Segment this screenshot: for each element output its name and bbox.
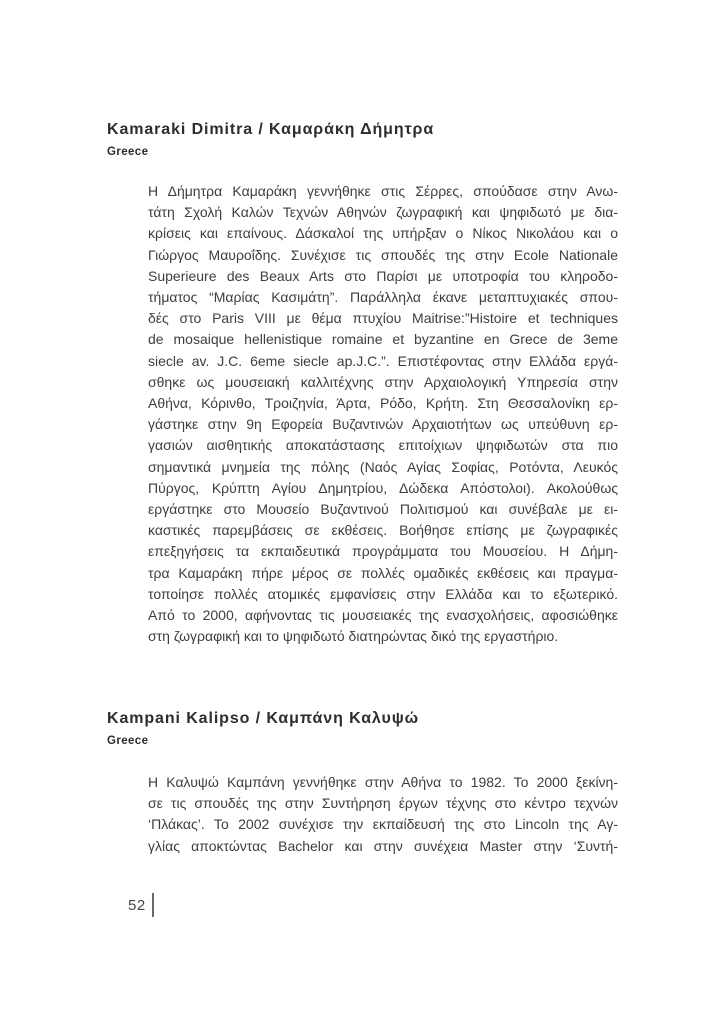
paragraph-line: επεξηγήσεις τα εκπαιδευτικά προγράμματα του Μουσείου. Η Δήμη- bbox=[148, 543, 618, 560]
paragraph-line: γασιών αισθητικής αποκατάστασης επιτοίχιων ψηφιδωτών στα πιο bbox=[148, 437, 618, 454]
paragraph-line: Superieure des Beaux Arts στο Παρίσι με υποτροφία του κληροδο- bbox=[148, 267, 618, 284]
biography-paragraph bbox=[148, 772, 618, 857]
paragraph-line: τάτη Σχολή Καλών Τεχνών Αθηνών ζωγραφική και ψηφιδωτό με δια- bbox=[148, 204, 618, 221]
paragraph-line: Από το 2000, αφήνοντας τις μουσειακές της ενασχολήσεις, αφοσιώθηκε bbox=[148, 607, 618, 624]
paragraph-line: τοποίησε πολλές ατομικές εμφανίσεις στην Ελλάδα και το εξωτερικό. bbox=[148, 585, 618, 602]
paragraph-line: σε τις σπουδές της στην Συντήρηση έργων τέχνης στο κέντρο τεχνών bbox=[148, 795, 618, 812]
paragraph-line: ‘Πλάκας’. Το 2002 συνέχισε την εκπαίδευσή της στο Lincoln της Αγ- bbox=[148, 816, 618, 833]
paragraph-line: Αθήνα, Κόρινθο, Τροιζηνία, Άρτα, Ρόδο, Κρήτη. Στη Θεσσαλονίκη ερ- bbox=[148, 395, 618, 412]
page-number-divider bbox=[152, 893, 154, 917]
paragraph-line: γλίας αποκτώντας Bachelor και στην συνέχεια Master στην ‘Συντή- bbox=[148, 837, 618, 854]
entry-heading-kampani: Kampani Kalipso / Καμπάνη Καλυψώ bbox=[107, 710, 420, 727]
paragraph-line: Πύργος, Κρύπτη Αγίου Δημητρίου, Δώδεκα Απόστολοι). Ακολούθως bbox=[148, 479, 618, 496]
paragraph-line: εργάστηκε στο Μουσείο Βυζαντινού Πολιτισμού και συνέβαλε με ει- bbox=[148, 501, 618, 518]
paragraph-line: καστικές παρεμβάσεις σε εκθέσεις. Βοήθησε επίσης με ζωγραφικές bbox=[148, 522, 618, 539]
page-number: 52 bbox=[128, 897, 146, 914]
country-label: Greece bbox=[107, 146, 149, 158]
paragraph-line: δές στο Paris VIII με θέμα πτυχίου Maitrise:”Histoire et techniques bbox=[148, 310, 618, 327]
entry-heading-kamaraki: Kamaraki Dimitra / Καμαράκη Δήμητρα bbox=[107, 121, 435, 138]
paragraph-line: τήματος “Μαρίας Κασιμάτη”. Παράλληλα έκανε μεταπτυχιακές σπου- bbox=[148, 289, 618, 306]
paragraph-line: σημαντικά μνημεία της πόλης (Ναός Αγίας Σοφίας, Ροτόντα, Λευκός bbox=[148, 458, 618, 475]
paragraph-line: Η Καλυψώ Καμπάνη γεννήθηκε στην Αθήνα το 1982. Το 2000 ξεκίνη- bbox=[148, 774, 618, 790]
paragraph-line: de mosaique hellenistique romaine et byzantine en Grece de 3eme bbox=[148, 331, 618, 348]
paragraph-line: στη ζωγραφική και το ψηφιδωτό διατηρώντας δικό της εργαστήριο. bbox=[148, 628, 559, 645]
paragraph-line: γάστηκε στην 9η Εφορεία Βυζαντινών Αρχαιοτήτων ως υπεύθυνη ερ- bbox=[148, 416, 618, 433]
biography-paragraph bbox=[148, 181, 618, 647]
paragraph-line: Γιώργος Μαυροΐδης. Συνέχισε τις σπουδές της στην Ecole Nationale bbox=[148, 246, 618, 263]
country-label: Greece bbox=[107, 735, 149, 747]
paragraph-line: τρα Καμαράκη πήρε μέρος σε πολλές ομαδικές εκθέσεις και πραγμα- bbox=[148, 564, 618, 581]
paragraph-line: siecle av. J.C. 6eme siecle ap.J.C.”. Επιστέφοντας στην Ελλάδα εργά- bbox=[148, 352, 618, 369]
paragraph-line: Η Δήμητρα Καμαράκη γεννήθηκε στις Σέρρες, σπούδασε στην Ανω- bbox=[148, 183, 618, 199]
paragraph-line: σθηκε ως μουσειακή καλλιτέχνης στην Αρχαιολογική Υπηρεσία στην bbox=[148, 373, 618, 390]
paragraph-line: κρίσεις και επαίνους. Δάσκαλοί της υπήρξαν ο Νίκος Νικολάου και ο bbox=[148, 225, 618, 242]
